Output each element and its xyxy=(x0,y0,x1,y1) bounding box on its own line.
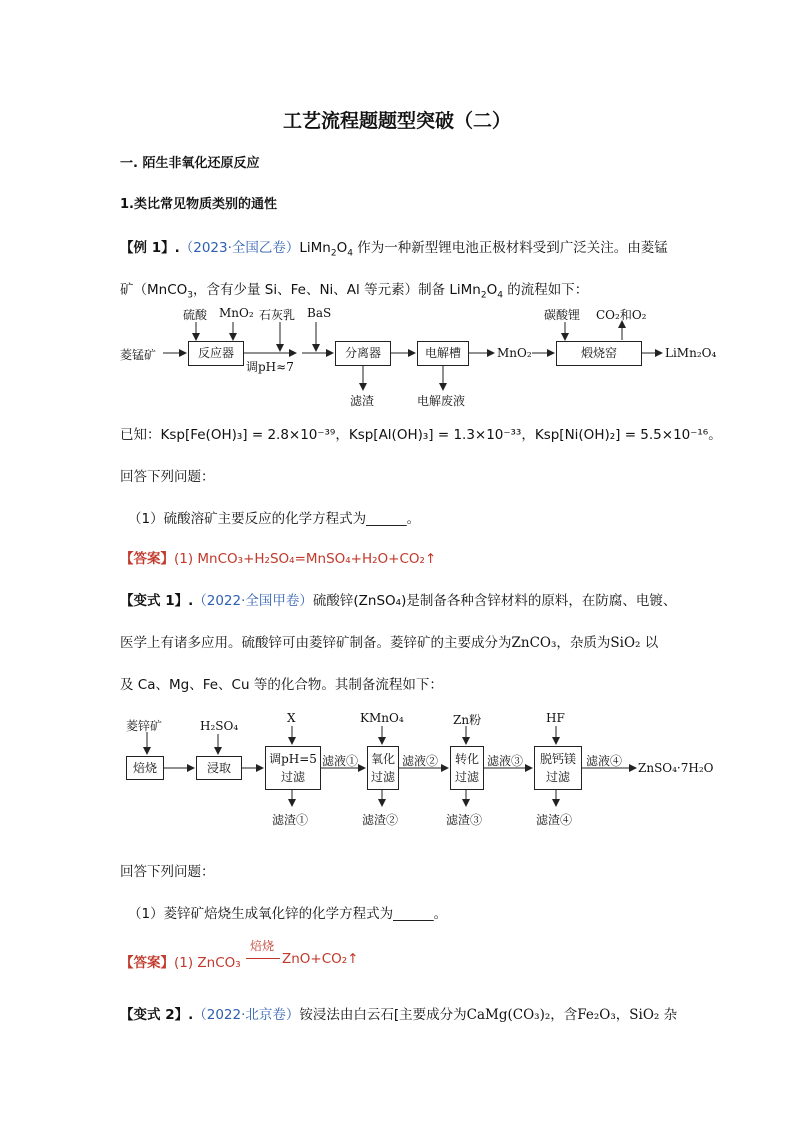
flow2-f3: 滤液③ xyxy=(487,754,524,768)
variant-1-tag: 【变式 1】. xyxy=(120,593,194,609)
variant-2-text: ， xyxy=(615,1007,630,1023)
flow1-reagent-bas: BaS xyxy=(307,306,332,320)
flow1-separator-box: 分离器 xyxy=(335,341,391,366)
flow2-r2: 滤渣② xyxy=(362,813,399,827)
flow2-ox-line1: 氧化 xyxy=(370,752,395,766)
formula-part: LiMn xyxy=(299,240,331,256)
flow1-residue: 滤渣 xyxy=(350,394,375,408)
flow2-zn: Zn粉 xyxy=(453,713,482,727)
flow1-ph-label: 调pH≈7 xyxy=(246,360,294,374)
flow2-ox-box xyxy=(367,746,399,790)
flow1-mno2: MnO₂ xyxy=(497,346,532,360)
flow2-x: X xyxy=(287,711,296,725)
flow1-kiln-box: 煅烧窑 xyxy=(556,341,642,366)
section-heading-1-1: 1.类比常见物质类别的通性 xyxy=(120,197,277,212)
flow2-r1: 滤渣① xyxy=(272,813,309,827)
flow2-de-box xyxy=(534,746,582,790)
variant-1-text: 硫酸锌(ZnSO₄)是制备各种含锌材料的原料，在防腐、电镀、 xyxy=(312,593,677,609)
flow1-cell-box: 电解槽 xyxy=(417,341,469,366)
flow2-start: 菱锌矿 xyxy=(126,719,163,733)
answer-1-tag: 【答案】 xyxy=(120,551,174,567)
flow2-de-line2: 过滤 xyxy=(545,770,570,784)
variant-1-source: （2022·全国甲卷） xyxy=(193,593,313,609)
example-1-text: 作为一种新型锂电池正极材料受到广泛关注。由菱锰 xyxy=(352,240,668,256)
formula-fe2o3: Fe₂O₃ xyxy=(577,1007,616,1023)
flow1-waste: 电解废液 xyxy=(417,394,466,408)
flow2-leach-box: 浸取 xyxy=(196,756,242,780)
variant-2-line-1 xyxy=(120,1003,677,1023)
flow2-f2: 滤液② xyxy=(402,754,439,768)
page-title: 工艺流程题题型突破（二） xyxy=(282,110,511,132)
flow2-roast-box: 焙烧 xyxy=(126,756,164,780)
flow2-tr-line1: 转化 xyxy=(454,752,479,766)
formula-sio2: SiO₂ xyxy=(610,635,641,651)
answer-prompt-1: 回答下列问题： xyxy=(120,469,215,485)
flow2-ph-line2: 过滤 xyxy=(280,770,305,784)
formula-part: O xyxy=(486,282,498,298)
known-constants: 已知：Ksp[Fe(OH)₃] = 2.8×10⁻³⁹，Ksp[Al(OH)₃] = 1.3×10⁻³³，Ksp[Ni(OH)₂] = 5.5×10⁻¹⁶。 xyxy=(120,427,722,443)
variant-2-text: 杂 xyxy=(659,1007,678,1023)
flow2-ph-box xyxy=(265,746,321,790)
formula-part: O xyxy=(336,240,348,256)
flow2-f4: 滤液④ xyxy=(586,754,623,768)
flow2-r3: 滤渣③ xyxy=(446,813,483,827)
flow2-f1: 滤液① xyxy=(322,754,359,768)
flow2-kmno4: KMnO₄ xyxy=(360,711,404,725)
formula-camg: CaMg(CO₃)₂ xyxy=(466,1007,551,1023)
answer-2-arrow-line xyxy=(246,958,280,959)
flow2-ox-line2: 过滤 xyxy=(370,770,395,784)
formula-sio2: SiO₂ xyxy=(629,1007,660,1023)
example-1-source: （2023·全国乙卷） xyxy=(179,240,300,256)
flow1-reactor-box: 反应器 xyxy=(188,341,244,366)
flow1-start: 菱锰矿 xyxy=(120,348,157,362)
example-1-text: 矿（MnCO xyxy=(120,282,188,298)
formula-sub: 2 xyxy=(480,290,487,301)
answer-2-reactant: (1) ZnCO₃ xyxy=(174,955,241,971)
answer-2 xyxy=(120,951,241,971)
flow2-product: ZnSO₄·7H₂O xyxy=(638,761,714,775)
flow2-h2so4: H₂SO₄ xyxy=(200,719,239,733)
answer-1-text: (1) MnCO₃+H₂SO₄=MnSO₄+H₂O+CO₂↑ xyxy=(174,551,437,567)
flow2-de-line1: 脱钙镁 xyxy=(539,752,576,766)
question-2: （1）菱锌矿焙烧生成氧化锌的化学方程式为______。 xyxy=(128,906,448,922)
flow1-reagent-mno2: MnO₂ xyxy=(219,306,254,320)
formula-sub: 3 xyxy=(187,290,193,301)
variant-1-text: ，杂质为 xyxy=(556,635,611,651)
flow1-gases: CO₂和O₂ xyxy=(596,308,647,322)
variant-2-text: 铵浸法由白云石[主要成分为 xyxy=(299,1007,467,1023)
example-1-text: 的流程如下： xyxy=(502,282,589,298)
variant-1-text: 以 xyxy=(640,635,659,651)
formula-sub: 4 xyxy=(347,248,353,259)
answer-2-tag: 【答案】 xyxy=(120,955,174,971)
formula-znco3: ZnCO₃ xyxy=(511,635,557,651)
flow2-tr-box xyxy=(450,746,484,790)
flow2-tr-line2: 过滤 xyxy=(454,770,479,784)
flow1-product: LiMn₂O₄ xyxy=(665,346,717,360)
example-1-text: ，含有少量 Si、Fe、Ni、Al 等元素）制备 LiMn xyxy=(193,282,481,298)
answer-2-condition: 焙烧 xyxy=(250,939,275,953)
flow2-r4: 滤渣④ xyxy=(536,813,573,827)
section-heading-1: 一. 陌生非氧化还原反应 xyxy=(120,156,260,171)
answer-2-product: ZnO+CO₂↑ xyxy=(282,951,359,967)
flow2-ph-line1: 调pH=5 xyxy=(269,752,317,766)
example-1-tag: 【例 1】. xyxy=(120,240,180,256)
flow2-hf: HF xyxy=(546,711,565,725)
formula-sub: 2 xyxy=(330,248,337,259)
flow1-li2co3: 碳酸锂 xyxy=(544,308,581,322)
variant-2-source: （2022·北京卷） xyxy=(193,1007,300,1023)
variant-2-tag: 【变式 2】. xyxy=(120,1007,194,1023)
formula-sub: 4 xyxy=(497,290,503,301)
variant-2-text: ，含 xyxy=(550,1007,578,1023)
flow1-reagent-sulfuric: 硫酸 xyxy=(183,308,208,322)
variant-1-line-3: 及 Ca、Mg、Fe、Cu 等的化合物。其制备流程如下： xyxy=(120,677,443,693)
flow1-reagent-limemilk: 石灰乳 xyxy=(259,308,296,322)
variant-1-text: 医学上有诸多应用。硫酸锌可由菱锌矿制备。菱锌矿的主要成分为 xyxy=(120,635,512,651)
question-1: （1）硫酸溶矿主要反应的化学方程式为______。 xyxy=(128,511,421,527)
answer-prompt-2: 回答下列问题： xyxy=(120,864,215,880)
